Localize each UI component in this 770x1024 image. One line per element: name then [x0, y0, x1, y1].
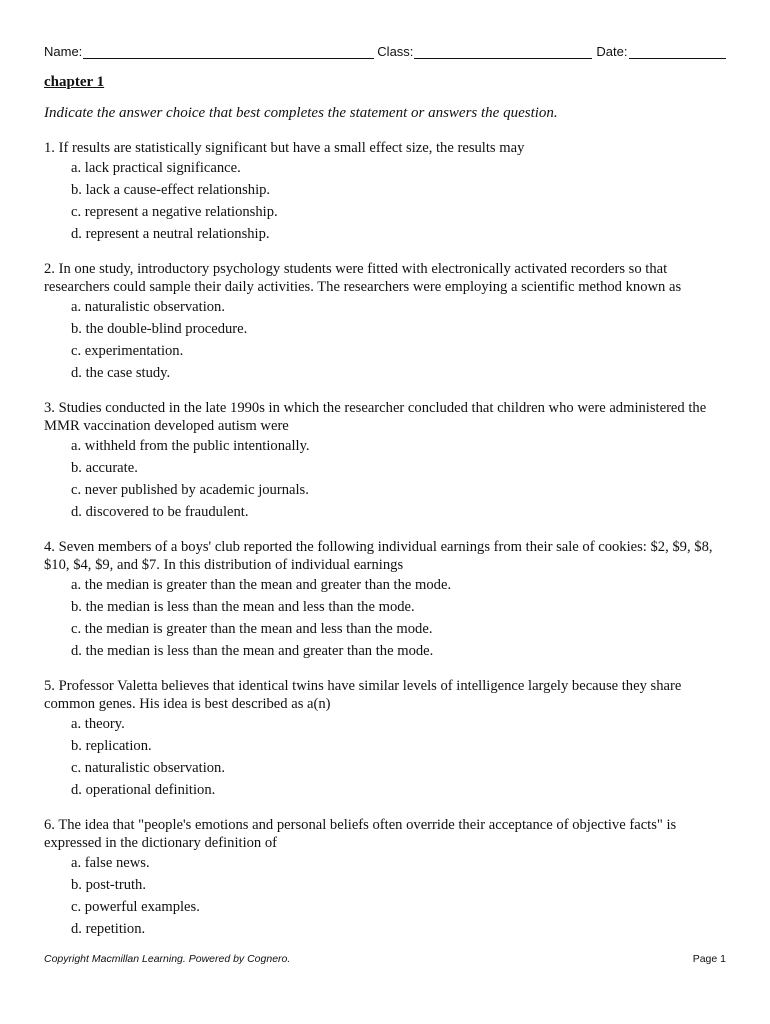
- answer-choice-d: d. the median is less than the mean and greater than the mode.: [71, 643, 434, 659]
- copyright-notice: Copyright Macmillan Learning. Powered by Cognero.: [44, 953, 291, 965]
- name-label: Name:: [44, 44, 83, 59]
- answer-choices: [44, 157, 726, 245]
- answer-choice-c: c. the median is greater than the mean and less than the mode.: [71, 621, 433, 637]
- answer-choices: [44, 296, 726, 384]
- answer-choice-c: c. powerful examples.: [71, 899, 200, 915]
- answer-choice-a: a. lack practical significance.: [71, 160, 241, 176]
- answer-choice-a: a. theory.: [71, 716, 125, 732]
- date-label: Date:: [596, 44, 628, 59]
- answer-choice-a: a. naturalistic observation.: [71, 299, 225, 315]
- question-4: [44, 538, 726, 662]
- question-5: [44, 677, 726, 801]
- class-blank-line[interactable]: [414, 44, 592, 59]
- answer-choice-b: b. post-truth.: [71, 877, 146, 893]
- class-label: Class:: [377, 44, 414, 59]
- question-stem: 4. Seven members of a boys' club reported the following individual earnings from their sale of cookies: $2, $9, $8, $10, $4, $9, and $7. In this distribution of individual earnings: [44, 539, 713, 573]
- answer-choice-b: b. the double-blind procedure.: [71, 321, 248, 337]
- answer-choice-d: d. the case study.: [71, 365, 171, 381]
- student-info-header: [44, 44, 726, 59]
- question-list: [44, 139, 726, 955]
- answer-choice-a: a. false news.: [71, 855, 150, 871]
- answer-choice-c: c. experimentation.: [71, 343, 184, 359]
- answer-choice-c: c. represent a negative relationship.: [71, 204, 278, 220]
- name-blank-line[interactable]: [83, 44, 374, 59]
- question-1: [44, 139, 726, 245]
- answer-choices: [44, 852, 726, 940]
- date-blank-line[interactable]: [629, 44, 727, 59]
- question-stem: 1. If results are statistically significant but have a small effect size, the results may: [44, 140, 525, 156]
- question-stem: 6. The idea that "people's emotions and personal beliefs often override their acceptance of objective facts" is expressed in the dictionary definition of: [44, 817, 677, 851]
- answer-choice-c: c. naturalistic observation.: [71, 760, 225, 776]
- answer-choice-a: a. withheld from the public intentionally.: [71, 438, 310, 454]
- chapter-title: chapter 1: [44, 74, 105, 90]
- answer-choice-b: b. replication.: [71, 738, 152, 754]
- answer-choice-b: b. lack a cause-effect relationship.: [71, 182, 271, 198]
- answer-choices: [44, 713, 726, 801]
- instructions: Indicate the answer choice that best completes the statement or answers the question.: [44, 105, 558, 121]
- question-6: [44, 816, 726, 940]
- question-stem: 2. In one study, introductory psychology students were fitted with electronically activated recorders so that researchers could sample their daily activities. The researchers were employing a scientific method known as: [44, 261, 682, 295]
- page-number: Page 1: [692, 953, 726, 965]
- question-2: [44, 260, 726, 384]
- page-footer: [44, 953, 726, 965]
- answer-choice-b: b. the median is less than the mean and less than the mode.: [71, 599, 415, 615]
- answer-choice-d: d. represent a neutral relationship.: [71, 226, 270, 242]
- answer-choices: [44, 435, 726, 523]
- question-stem: 3. Studies conducted in the late 1990s in which the researcher concluded that children who were administered the MMR vaccination developed autism were: [44, 400, 707, 434]
- question-3: [44, 399, 726, 523]
- answer-choice-c: c. never published by academic journals.: [71, 482, 309, 498]
- answer-choice-d: d. operational definition.: [71, 782, 216, 798]
- answer-choice-a: a. the median is greater than the mean and greater than the mode.: [71, 577, 452, 593]
- question-stem: 5. Professor Valetta believes that identical twins have similar levels of intelligence largely because they share common genes. His idea is best described as a(n): [44, 678, 682, 712]
- answer-choice-d: d. discovered to be fraudulent.: [71, 504, 249, 520]
- answer-choice-d: d. repetition.: [71, 921, 146, 937]
- answer-choices: [44, 574, 726, 662]
- answer-choice-b: b. accurate.: [71, 460, 138, 476]
